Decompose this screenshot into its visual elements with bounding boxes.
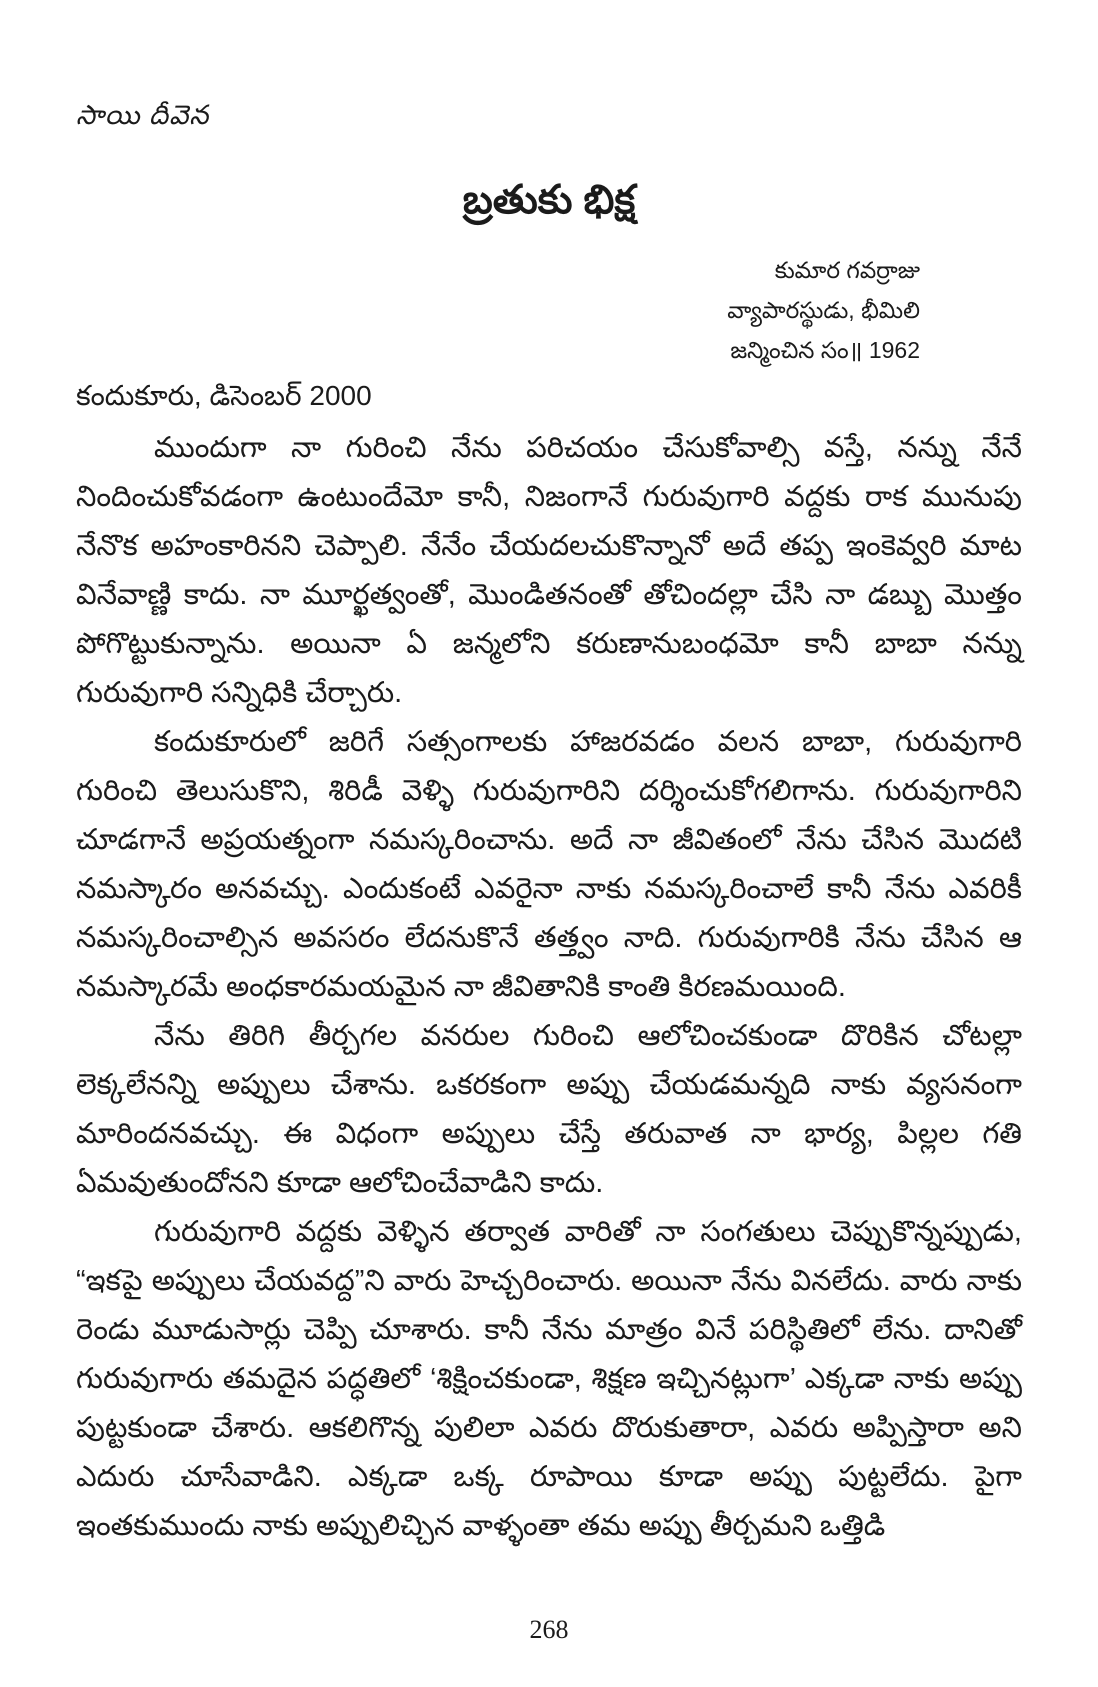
paragraph-2: కందుకూరులో జరిగే సత్సంగాలకు హాజరవడం వలన బాబా, గురువుగారి గురించి తెలుసుకొని, శిరిడీ వెళ్ళి గురువుగారిని దర్శించుకోగలిగాను. గురువుగారిని చూడగానే అప్రయత్నంగా నమస్కరించాను. అదే నా జీవితంలో నేను చేసిన మొదటి నమస్కారం అనవచ్చు. ఎందుకంటే ఎవరైనా నాకు నమస్కరించాలే కానీ నేను ఎవరికీ నమస్కరించాల్సిన అవసరం లేదనుకొనే తత్త్వం నాది. గురువుగారికి నేను చేసిన ఆ నమస్కారమే అంధకారమయమైన నా జీవితానికి కాంతి కిరణమయింది. — [76, 726, 1022, 1003]
page-number: 268 — [529, 1615, 569, 1644]
byline — [727, 250, 920, 370]
chapter-title: బ్రతుకు భిక్ష — [462, 178, 636, 222]
byline-birth-year: జన్మించిన సం॥ 1962 — [730, 337, 920, 363]
paragraph-4: గురువుగారి వద్దకు వెళ్ళిన తర్వాత వారితో నా సంగతులు చెప్పుకొన్నప్పుడు, “ఇకపై అప్పులు చేయవద్ద”ని వారు హెచ్చరించారు. అయినా నేను వినలేదు. వారు నాకు రెండు మూడుసార్లు చెప్పి చూశారు. కానీ నేను మాత్రం వినే పరిస్థితిలో లేను. దానితో గురువుగారు తమదైన పద్ధతిలో ‘శిక్షించకుండా, శిక్షణ ఇచ్చినట్లుగా’ ఎక్కడా నాకు అప్పు పుట్టకుండా చేశారు. ఆకలిగొన్న పులిలా ఎవరు దొరుకుతారా, ఎవరు అప్పిస్తారా అని ఎదురు చూసేవాడిని. ఎక్కడా ఒక్క రూపాయి కూడా అప్పు పుట్టలేదు. పైగా ఇంతకుముందు నాకు అప్పులిచ్చిన వాళ్ళంతా తమ అప్పు తీర్చమని ఒత్తిడి — [76, 1216, 1022, 1542]
byline-author: కుమార గవర్రాజు — [774, 257, 920, 283]
running-header: సాయి దీవెన — [76, 100, 210, 130]
byline-occupation: వ్యాపారస్థుడు, భీమిలి — [727, 297, 920, 323]
body-text — [76, 424, 1022, 1551]
paragraph-3: నేను తిరిగి తీర్చగల వనరుల గురించి ఆలోచించకుండా దొరికిన చోటల్లా లెక్కలేనన్ని అప్పులు చేశాను. ఒకరకంగా అప్పు చేయడమన్నది నాకు వ్యసనంగా మారిందనవచ్చు. ఈ విధంగా అప్పులు చేస్తే తరువాత నా భార్య, పిల్లల గతి ఏమవుతుందోనని కూడా ఆలోచించేవాడిని కాదు. — [76, 1020, 1022, 1199]
paragraph-1: ముందుగా నా గురించి నేను పరిచయం చేసుకోవాల్సి వస్తే, నన్ను నేనే నిందించుకోవడంగా ఉంటుందేమో కానీ, నిజంగానే గురువుగారి వద్దకు రాక మునుపు నేనొక అహంకారినని చెప్పాలి. నేనేం చేయదలచుకొన్నానో అదే తప్ప ఇంకెవ్వరి మాట వినేవాణ్ణి కాదు. నా మూర్ఖత్వంతో, మొండితనంతో తోచిందల్లా చేసి నా డబ్బు మొత్తం పోగొట్టుకున్నాను. అయినా ఏ జన్మలోని కరుణానుబంధమో కానీ బాబా నన్ను గురువుగారి సన్నిధికి చేర్చారు. — [76, 432, 1022, 709]
dateline: కందుకూరు, డిసెంబర్ 2000 — [76, 380, 372, 411]
